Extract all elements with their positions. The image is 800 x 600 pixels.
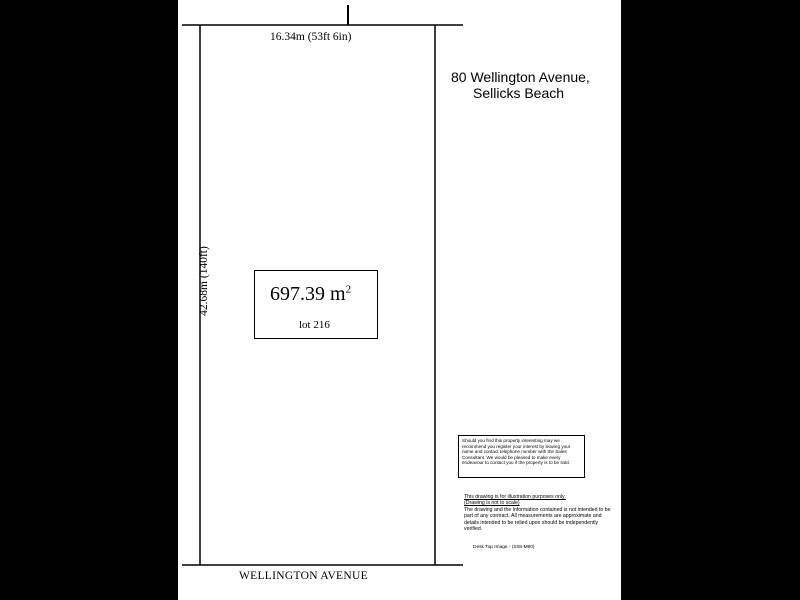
area-superscript: 2 (345, 283, 352, 296)
street-name: WELLINGTON AVENUE (239, 570, 368, 582)
lot-number: lot 216 (299, 319, 330, 331)
property-address (451, 69, 590, 101)
disclaimer-scale-note: (Drawing is not to scale) (464, 500, 520, 507)
area-value (270, 283, 351, 306)
frontage-dimension: 16.34m (53ft 6in) (270, 31, 352, 43)
disclaimer-body: The drawing and the information contained is not intended to be part of any contract. All measurements are approximate and details intended to be relied upon should be independently verified. (464, 506, 611, 533)
lot-area-box (254, 270, 378, 339)
site-plan-page (178, 0, 621, 600)
register-interest-notice: Should you find this property interesting may we recommend you register your interest by leaving your name and contact telephone number with the Sales Consultant. We would be pleased to make every endeavour to contact you if the property is to be sold. (458, 435, 585, 478)
address-line-2: Sellicks Beach (473, 85, 565, 101)
image-source-note: Desk Top Image - (S08-M90) (473, 545, 535, 550)
address-line-1: 80 Wellington Avenue, (451, 69, 590, 85)
disclaimer-heading: This drawing is for illustration purposes only. (464, 494, 566, 500)
depth-dimension: 42.68m (140ft) (198, 246, 210, 316)
disclaimer (464, 494, 614, 532)
area-number: 697.39 m (270, 283, 346, 305)
